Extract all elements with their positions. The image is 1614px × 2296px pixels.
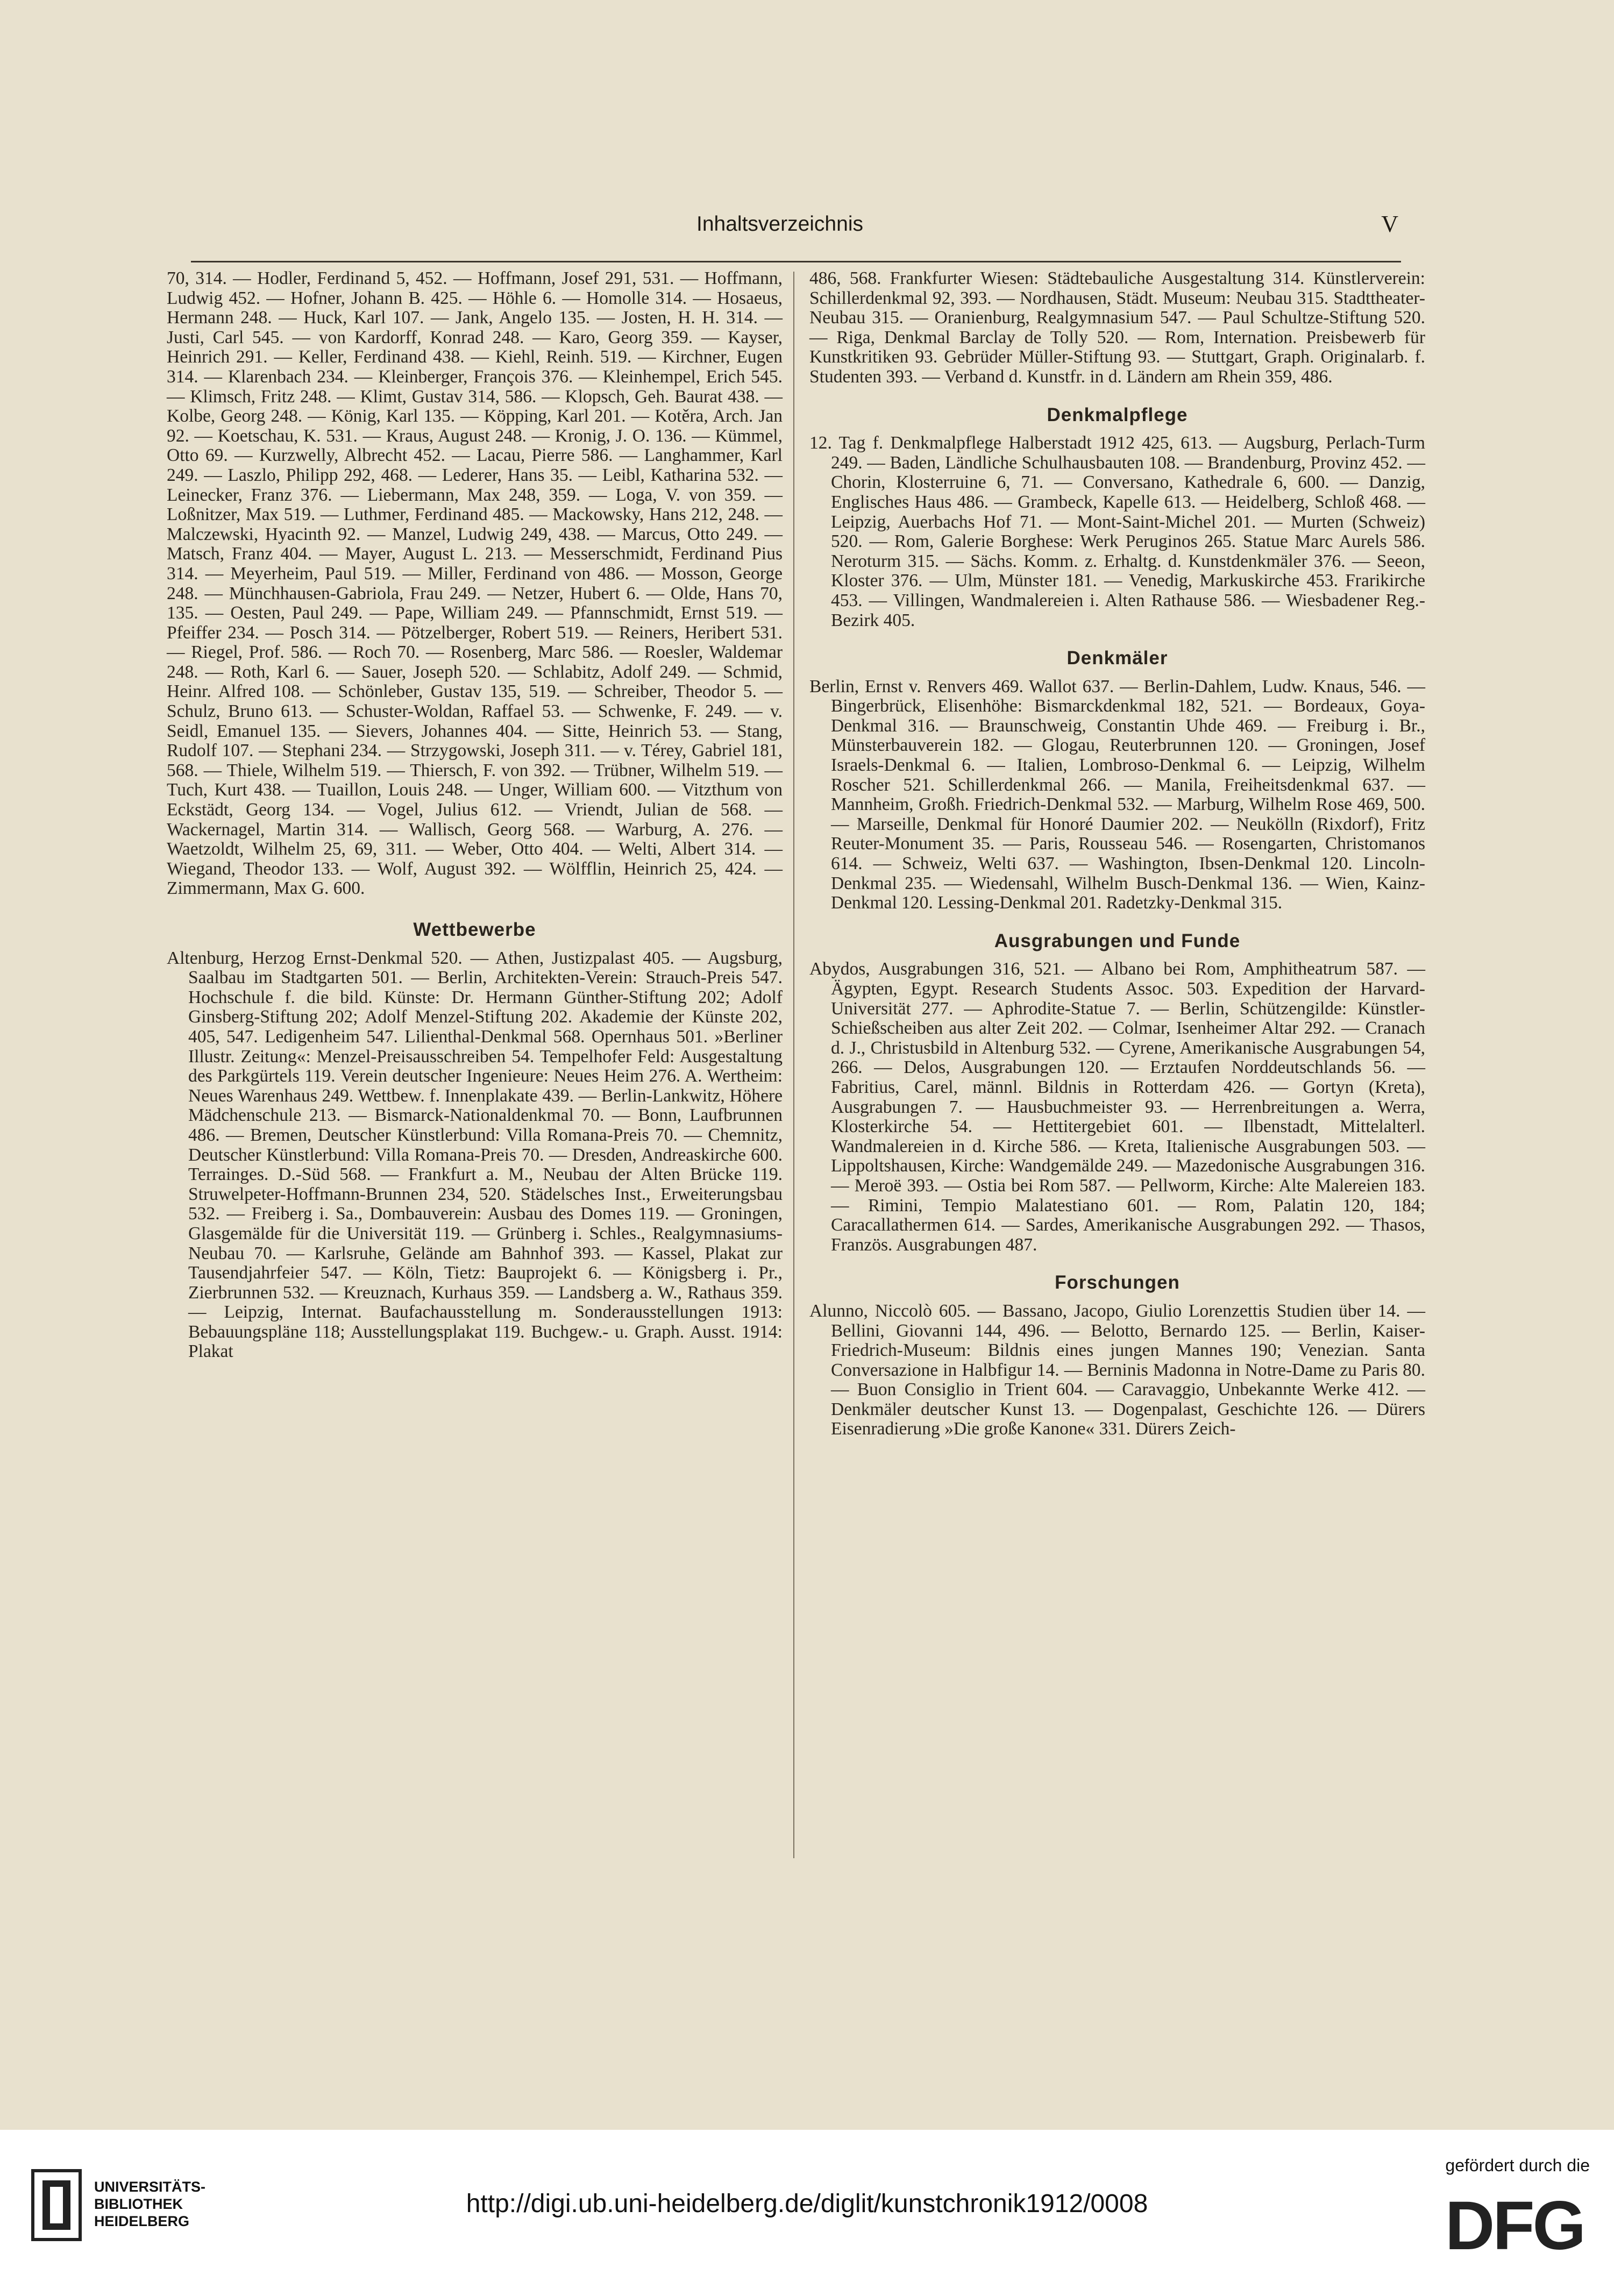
section-heading-wettbewerbe: Wettbewerbe	[413, 919, 536, 940]
section-heading-ausgrabungen: Ausgrabungen und Funde	[994, 930, 1241, 951]
page-header	[161, 212, 1398, 255]
right-column	[809, 269, 1425, 1439]
page-number: V	[1381, 211, 1398, 237]
header-rule	[191, 261, 1401, 262]
ausgrabungen-entries: Abydos, Ausgrabungen 316, 521. — Albano bei Rom, Amphitheatrum 587. — Ägypten, Egypt. Research Students Assoc. 503. Expedition der Harvard-Universität 277. — Aphrodite-Statue 7. — Berlin, Schützengilde: Künstler-Schießscheiben aus alter Zeit 202. — Colmar, Isenheimer Altar 292. — Cranach d. J., Christusbild in Altenburg 532. — Cyrene, Amerikanische Ausgrabungen 54, 266. — Delos, Ausgrabungen 120. — Erztaufen Norddeutschlands 56. — Fabritius, Carel, männl. Bildnis in Rotterdam 426. — Gortyn (Kreta), Ausgrabungen 7. — Hausbuchmeister 93. — Herrenbreitungen a. Werra, Klosterkirche 54. — Hettitergebiet 601. — Ilbenstadt, Mittelalterl. Wandmalereien in d. Kirche 586. — Kreta, Italienische Ausgrabungen 503. — Lippoltshausen, Kirche: Wandgemälde 249. — Mazedonische Ausgrabungen 316. — Meroë 393. — Ostia bei Rom 587. — Pellworm, Kirche: Alte Malereien 183. — Rimini, Tempio Malatestiano 601. — Rom, Palatin 120, 184; Caracallathermen 614. — Sardes, Amerikanische Ausgrabungen 292. — Thasos, Französ. Ausgrabungen 487.	[809, 959, 1425, 1255]
forschungen-entries: Alunno, Niccolò 605. — Bassano, Jacopo, Giulio Lorenzettis Studien über 14. — Bellini, Giovanni 144, 496. — Belotto, Bernardo 125. — Berlin, Kaiser-Friedrich-Museum: Bildnis eines jungen Mannes 190; Venezian. Santa Conversazione in Halbfigur 14. — Berninis Madonna in Notre-Dame zu Paris 80. — Buon Consiglio in Trient 604. — Caravaggio, Unbekannte Werke 412. — Denkmäler deutscher Kunst 13. — Dogenpalast, Geschichte 126. — Dürers Eisenradierung »Die große Kanone« 331. Dürers Zeich-	[809, 1300, 1425, 1439]
sponsor-label: gefördert durch die	[1445, 2156, 1590, 2175]
running-title: Inhaltsverzeichnis	[696, 212, 863, 236]
digitization-footer	[0, 2130, 1614, 2296]
svg-text:DFG: DFG	[1445, 2189, 1584, 2259]
column-divider	[793, 272, 794, 1858]
names-paragraph: 70, 314. — Hodler, Ferdinand 5, 452. — Hoffmann, Josef 291, 531. — Hoffmann, Ludwig 452. — Hofner, Johann B. 425. — Höhle 6. — Homolle 314. — Hosaeus, Hermann 248. — Huck, Karl 107. — Jank, Angelo 135. — Josten, H. H. 314. — Justi, Carl 545. — von Kardorff, Konrad 248. — Karo, Georg 359. — Kayser, Heinrich 291. — Keller, Ferdinand 438. — Kiehl, Reinh. 519. — Kirchner, Eugen 314. — Klarenbach 234. — Kleinberger, François 376. — Kleinhempel, Erich 545. — Klimsch, Fritz 248. — Klimt, Gustav 314, 586. — Klopsch, Geh. Baurat 438. — Kolbe, Georg 248. — König, Karl 135. — Köpping, Karl 201. — Kotěra, Arch. Jan 92. — Koetschau, K. 531. — Kraus, August 248. — Kronig, J. O. 136. — Kümmel, Otto 69. — Kurzwelly, Albrecht 452. — Lacau, Pierre 586. — Langhammer, Karl 249. — Laszlo, Philipp 292, 468. — Lederer, Hans 35. — Leibl, Katharina 532. — Leinecker, Franz 376. — Liebermann, Max 248, 359. — Loga, V. von 359. — Loßnitzer, Max 519. — Luthmer, Ferdinand 485. — Mackowsky, Hans 212, 248. — Malczewski, Hyacinth 92. — Manzel, Ludwig 249, 438. — Marcus, Otto 249. — Matsch, Franz 404. — Mayer, August L. 213. — Messerschmidt, Ferdinand Pius 314. — Meyerheim, Paul 519. — Miller, Ferdinand von 486. — Mosson, George 248. — Münchhausen-Gabriola, Frau 249. — Netzer, Hubert 6. — Olde, Hans 70, 135. — Oesten, Paul 249. — Pape, William 249. — Pfannschmidt, Ernst 519. — Pfeiffer 234. — Posch 314. — Pötzelberger, Robert 519. — Reiners, Heribert 531. — Riegel, Prof. 586. — Roch 70. — Rosenberg, Marc 586. — Roesler, Waldemar 248. — Roth, Karl 6. — Sauer, Joseph 520. — Schlabitz, Adolf 249. — Schmid, Heinr. Alfred 108. — Schönleber, Gustav 135, 519. — Schreiber, Theodor 5. — Schulz, Bruno 613. — Schuster-Woldan, Raffael 53. — Schwenke, F. 249. — v. Seidl, Emanuel 135. — Sievers, Johannes 404. — Sitte, Heinrich 53. — Stang, Rudolf 107. — Stephani 234. — Strzygowski, Joseph 311. — v. Térey, Gabriel 181, 568. — Thiele, Wilhelm 519. — Thiersch, F. von 392. — Trübner, Wilhelm 519. — Tuch, Kurt 438. — Tuaillon, Louis 248. — Unger, William 600. — Vitzthum von Eckstädt, Georg 134. — Vogel, Julius 612. — Vriendt, Julian de 568. — Wackernagel, Martin 314. — Wallisch, Georg 568. — Warburg, A. 276. — Waetzoldt, Wilhelm 25, 69, 311. — Weber, Otto 404. — Welti, Albert 314. — Wiegand, Theodor 133. — Wolf, August 392. — Wölfflin, Heinrich 25, 424. — Zimmermann, Max G. 600.	[167, 268, 783, 899]
left-column	[167, 269, 783, 1362]
wettbewerbe-entries: Altenburg, Herzog Ernst-Denkmal 520. — Athen, Justizpalast 405. — Augsburg, Saalbau im Stadtgarten 501. — Berlin, Architekten-Verein: Strauch-Preis 547. Hochschule f. die bild. Künste: Dr. Hermann Günther-Stiftung 202; Adolf Ginsberg-Stiftung 202; Adolf Menzel-Stiftung 202. Akademie der Künste 202, 405, 547. Ledigenheim 547. Lilienthal-Denkmal 568. Opernhaus 501. »Berliner Illustr. Zeitung«: Menzel-Preisausschreiben 54. Tempelhofer Feld: Ausgestaltung des Parkgürtels 119. Verein deutscher Ingenieure: Neues Heim 276. A. Wertheim: Neues Warenhaus 249. Wettbew. f. Innenplakate 439. — Berlin-Lankwitz, Höhere Mädchenschule 213. — Bismarck-Nationaldenkmal 70. — Bonn, Laufbrunnen 486. — Bremen, Deutscher Künstlerbund: Villa Romana-Preis 70. — Chemnitz, Deutscher Künstlerbund: Villa Romana-Preis 70. — Dresden, Andreaskirche 600. Terrainges. D.-Süd 568. — Frankfurt a. M., Neubau der Alten Brücke 119. Struwelpeter-Hoffmann-Brunnen 234, 520. Städelsches Inst., Erweiterungsbau 532. — Freiberg i. Sa., Dombauverein: Ausbau des Domes 119. — Groningen, Glasgemälde für die Universität 119. — Grünberg i. Schles., Realgymnasiums-Neubau 70. — Karlsruhe, Gelände am Bahnhof 393. — Kassel, Plakat zur Tausendjahrfeier 547. — Köln, Tietz: Bauprojekt 6. — Königsberg i. Pr., Zierbrunnen 532. — Kreuznach, Kurhaus 359. — Landsberg a. W., Rathaus 359. — Leipzig, Internat. Baufachausstellung m. Sonderausstellungen 1913: Bebauungspläne 118; Ausstellungsplakat 119. Buchgew.- u. Graph. Ausst. 1914: Plakat	[167, 948, 783, 1362]
dfg-logo-icon	[1439, 2189, 1590, 2259]
source-url-link[interactable]: http://digi.ub.uni-heidelberg.de/diglit/kunstchronik1912/0008	[466, 2190, 1148, 2218]
wettbewerbe-continued: 486, 568. Frankfurter Wiesen: Städtebauliche Ausgestaltung 314. Künstlerverein: Schillerdenkmal 92, 393. — Nordhausen, Städt. Museum: Neubau 315. Stadttheater-Neubau 315. — Oranienburg, Realgymnasium 547. — Paul Schultze-Stiftung 520. — Riga, Denkmal Barclay de Tolly 520. — Rom, Internation. Preisbewerb für Kunstkritiken 93. Gebrüder Müller-Stiftung 93. — Stuttgart, Graph. Originalarb. f. Studenten 393. — Verband d. Kunstfr. in d. Ländern am Rhein 359, 486.	[809, 268, 1425, 387]
section-heading-denkmalpflege: Denkmalpflege	[1047, 404, 1188, 425]
denkmalpflege-entries: 12. Tag f. Denkmalpflege Halberstadt 1912 425, 613. — Augsburg, Perlach-Turm 249. — Baden, Ländliche Schulhausbauten 108. — Brandenburg, Provinz 452. — Chorin, Klosterruine 6, 71. — Conversano, Kathedrale 6, 600. — Danzig, Englisches Haus 486. — Grambeck, Kapelle 613. — Heidelberg, Schloß 468. — Leipzig, Auerbachs Hof 71. — Mont-Saint-Michel 201. — Murten (Schweiz) 520. — Rom, Galerie Borghese: Werk Peruginos 265. Statue Marc Aurels 586. Neroturm 315. — Sächs. Komm. z. Erhaltg. d. Kunstdenkmäler 376. — Seeon, Kloster 376. — Ulm, Münster 181. — Venedig, Markuskirche 453. Frarikirche 453. — Villingen, Wandmalereien i. Alten Rathause 586. — Wiesbadener Reg.-Bezirk 405.	[809, 433, 1425, 630]
denkmaeler-entries: Berlin, Ernst v. Renvers 469. Wallot 637. — Berlin-Dahlem, Ludw. Knaus, 546. — Bingerbrück, Elisenhöhe: Bismarckdenkmal 182, 521. — Bordeaux, Goya-Denkmal 316. — Braunschweig, Constantin Uhde 469. — Freiburg i. Br., Münsterbauverein 182. — Glogau, Reuterbrunnen 120. — Groningen, Josef Israels-Denkmal 6. — Italien, Lombroso-Denkmal 6. — Leipzig, Wilhelm Roscher 521. Schillerdenkmal 266. — Manila, Freiheitsdenkmal 637. — Mannheim, Großh. Friedrich-Denkmal 532. — Marburg, Wilhelm Rose 469, 500. — Marseille, Denkmal für Honoré Daumier 202. — Neukölln (Rixdorf), Fritz Reuter-Monument 35. — Paris, Rousseau 546. — Rosengarten, Christomanos 614. — Schweiz, Welti 637. — Washington, Ibsen-Denkmal 120. Lincoln-Denkmal 235. — Wiedensahl, Wilhelm Busch-Denkmal 136. — Wien, Kainz-Denkmal 120. Lessing-Denkmal 201. Radetzky-Denkmal 315.	[809, 676, 1425, 913]
institution-name: UNIVERSITÄTS- BIBLIOTHEK HEIDELBERG	[94, 2179, 206, 2229]
section-heading-denkmaeler: Denkmäler	[1066, 648, 1168, 669]
section-heading-forschungen: Forschungen	[1055, 1272, 1180, 1293]
